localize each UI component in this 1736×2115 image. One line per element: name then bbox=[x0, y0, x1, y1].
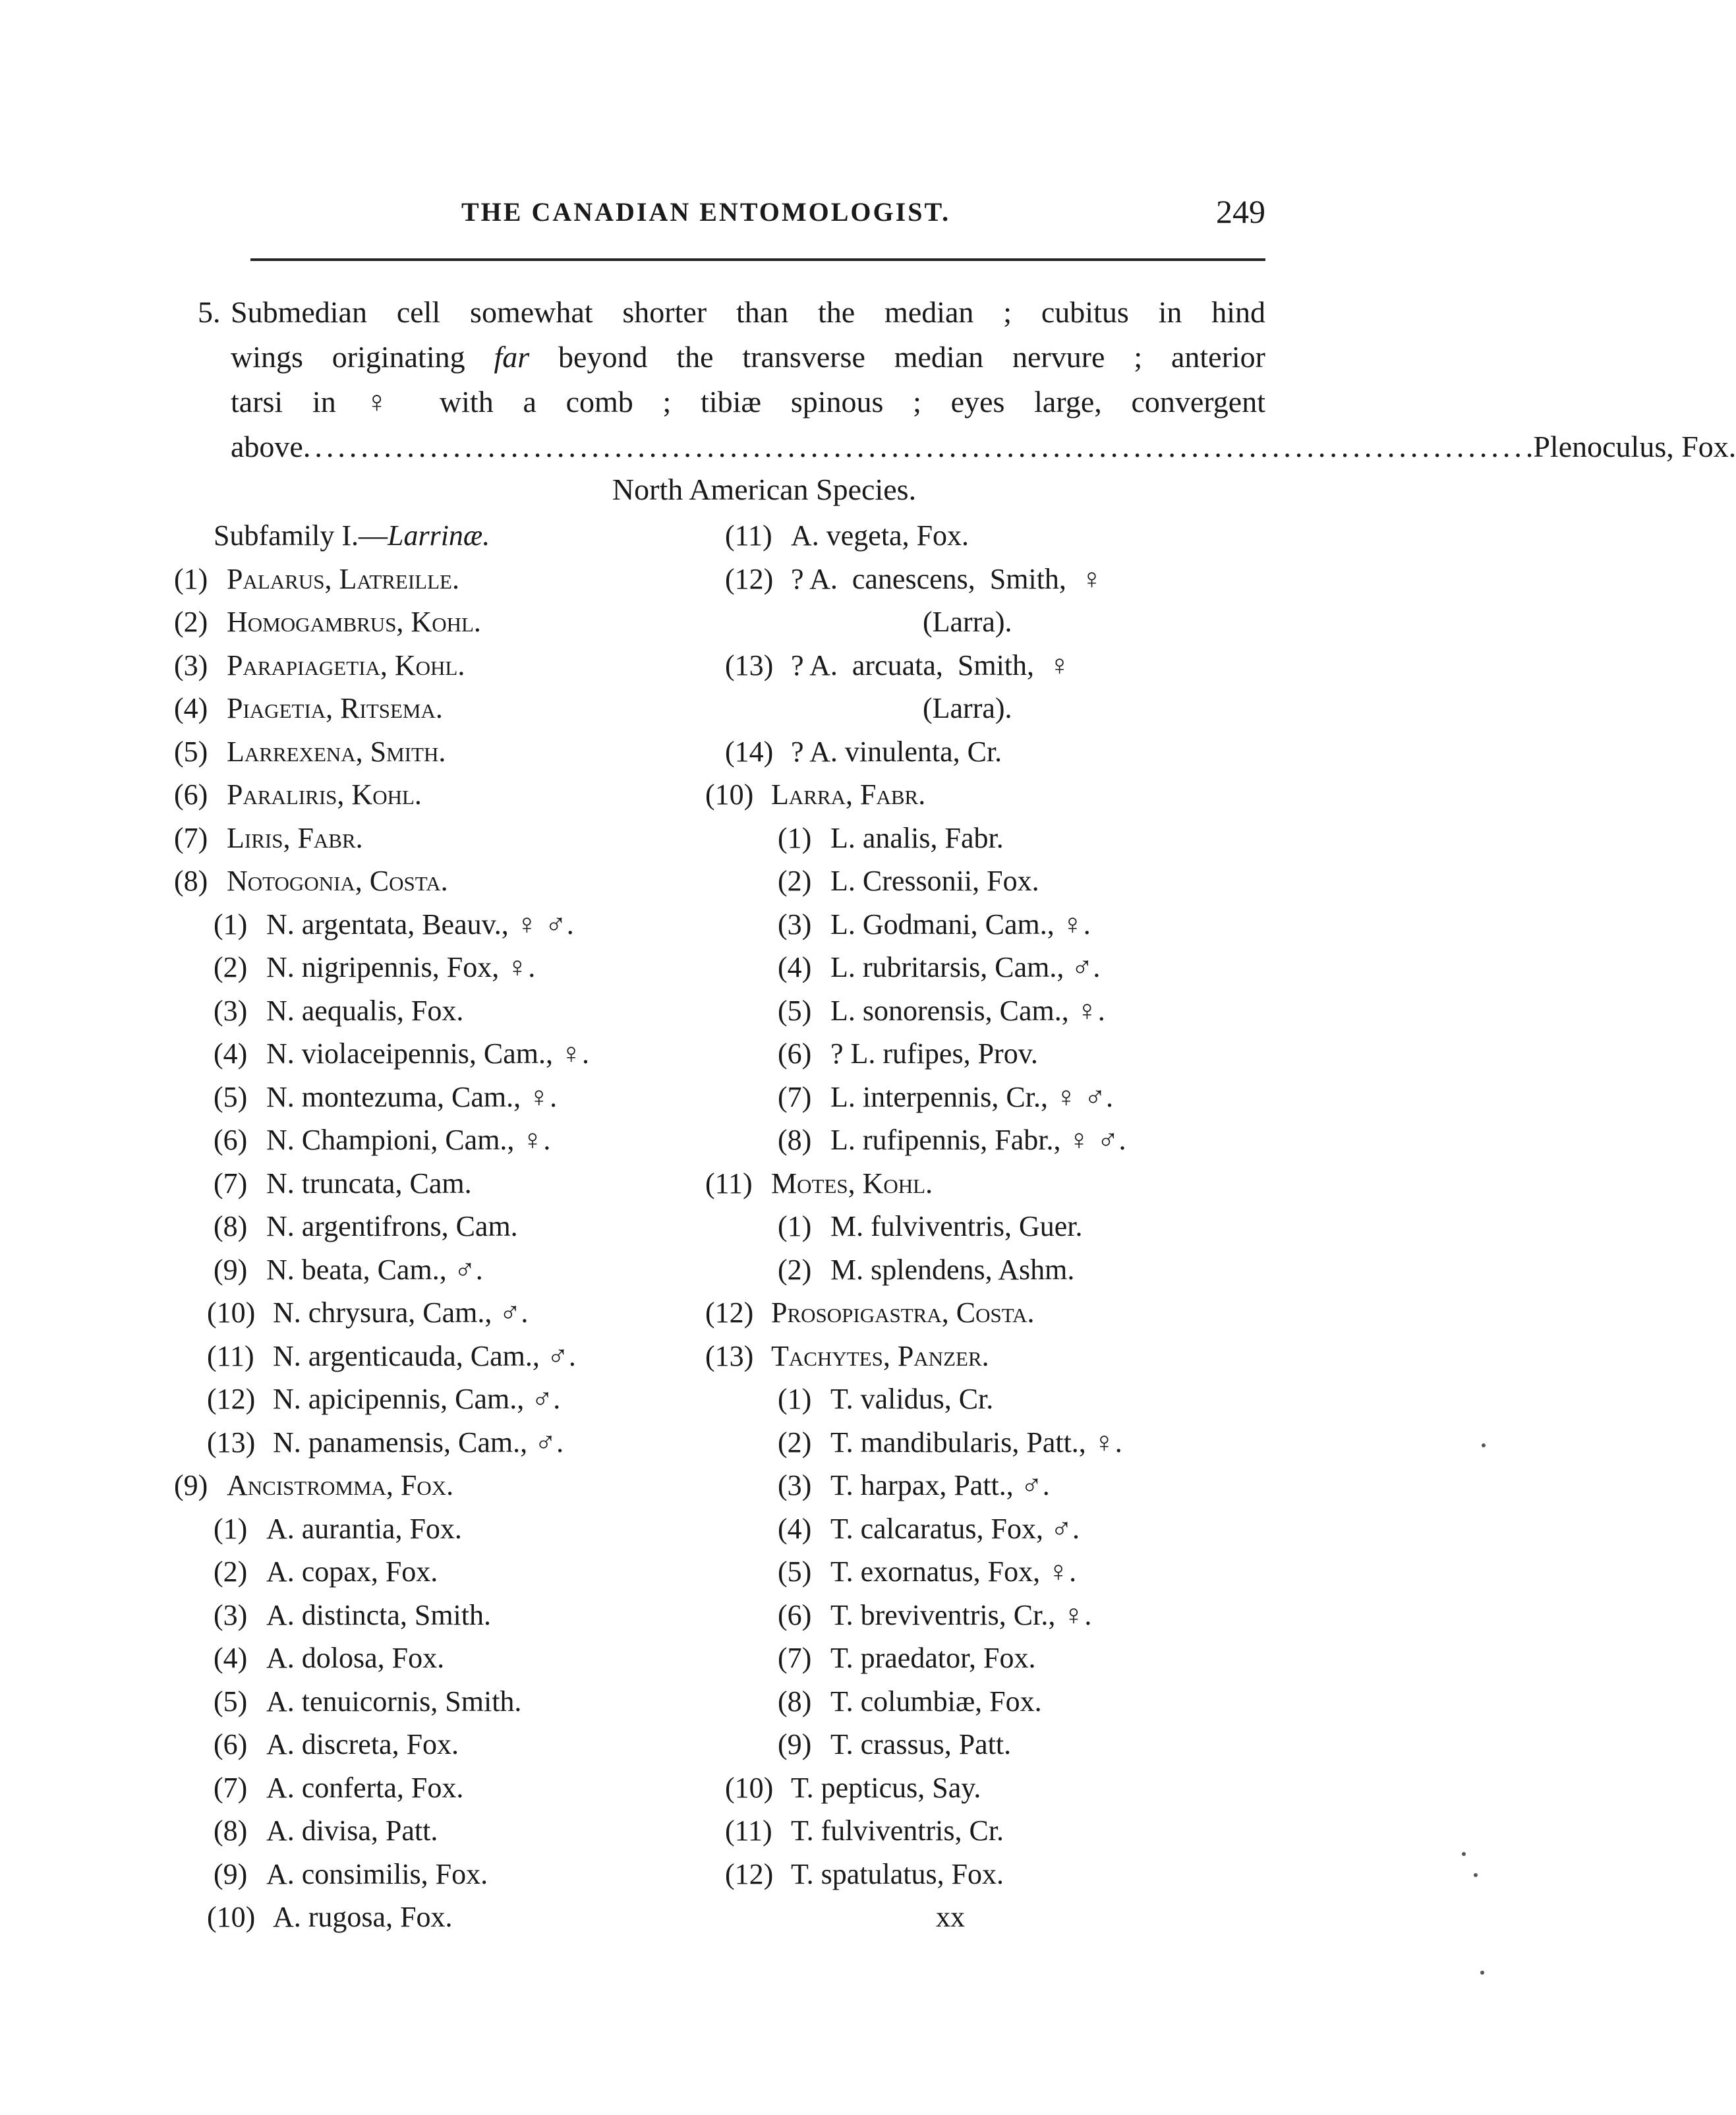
item-number: (9) bbox=[214, 1857, 248, 1890]
page-header bbox=[250, 193, 1265, 236]
list-item bbox=[705, 773, 1298, 817]
genus-name: Larra, Fabr. bbox=[771, 778, 926, 811]
genus-name: Piagetia, Ritsema. bbox=[227, 692, 443, 724]
species-name: T. exornatus, Fox, ♀. bbox=[830, 1555, 1077, 1588]
list-item bbox=[705, 817, 1298, 860]
item-number: (3) bbox=[214, 1598, 248, 1631]
running-head: THE CANADIAN ENTOMOLOGIST. bbox=[461, 197, 951, 227]
species-name: A. tenuicornis, Smith. bbox=[266, 1685, 522, 1718]
species-name: A. consimilis, Fox. bbox=[266, 1857, 488, 1890]
genus-name: Prosopigastra, Costa. bbox=[771, 1296, 1035, 1329]
item-number: (8) bbox=[778, 1685, 812, 1718]
item-number: (14) bbox=[725, 735, 774, 768]
item-number: (9) bbox=[174, 1469, 208, 1501]
item-number: (9) bbox=[214, 1253, 248, 1286]
list-item bbox=[705, 1291, 1298, 1335]
item-number: (2) bbox=[214, 1555, 248, 1588]
genus-name: Homogambrus, Kohl. bbox=[227, 606, 481, 638]
list-item bbox=[705, 1205, 1298, 1248]
species-name: A. vegeta, Fox. bbox=[791, 519, 969, 552]
list-item bbox=[705, 946, 1298, 989]
key-text: Submedian cell somewhat shorter than the median ; cubitus in hind bbox=[231, 295, 1265, 329]
species-name: A. dolosa, Fox. bbox=[266, 1642, 445, 1674]
item-number: (12) bbox=[705, 1296, 754, 1329]
item-number: (11) bbox=[207, 1339, 254, 1372]
species-name: L. sonorensis, Cam., ♀. bbox=[830, 994, 1105, 1027]
item-number: (8) bbox=[174, 865, 208, 897]
list-item bbox=[705, 1896, 1298, 1939]
item-number: (8) bbox=[778, 1124, 812, 1156]
item-number: (1) bbox=[214, 908, 248, 941]
list-item bbox=[174, 1291, 714, 1335]
list-item bbox=[705, 1594, 1298, 1637]
list-item bbox=[174, 773, 714, 817]
list-item bbox=[705, 1637, 1298, 1680]
item-number: (8) bbox=[214, 1814, 248, 1847]
list-item bbox=[705, 558, 1298, 601]
genus-name: Motes, Kohl. bbox=[771, 1167, 933, 1200]
item-number: (10) bbox=[705, 778, 754, 811]
item-number: (5) bbox=[214, 1080, 248, 1113]
species-name: A. distincta, Smith. bbox=[266, 1598, 491, 1631]
item-number: (7) bbox=[778, 1080, 812, 1113]
item-number: (1) bbox=[778, 1383, 812, 1415]
species-name: N. truncata, Cam. bbox=[266, 1167, 472, 1200]
list-item bbox=[174, 687, 714, 730]
list-item bbox=[174, 859, 714, 903]
page-number: 249 bbox=[1216, 193, 1265, 230]
key-line bbox=[198, 335, 1265, 380]
genus-name: Ancistromma, Fox. bbox=[227, 1469, 454, 1501]
list-item bbox=[174, 514, 714, 558]
species-name: M. fulviventris, Guer. bbox=[830, 1210, 1083, 1242]
species-name: N. panamensis, Cam., ♂. bbox=[273, 1426, 564, 1459]
list-item bbox=[705, 1118, 1298, 1162]
list-item bbox=[174, 1032, 714, 1076]
list-item bbox=[174, 1766, 714, 1810]
list-item bbox=[705, 1377, 1298, 1421]
list-item bbox=[174, 1162, 714, 1205]
item-number: (10) bbox=[207, 1901, 256, 1933]
item-number: (3) bbox=[778, 1469, 812, 1501]
species-name: N. chrysura, Cam., ♂. bbox=[273, 1296, 529, 1329]
subfamily-label: Subfamily I.— bbox=[214, 519, 388, 552]
list-item bbox=[174, 1809, 714, 1853]
item-number: (4) bbox=[214, 1642, 248, 1674]
species-name: T. breviventris, Cr., ♀. bbox=[830, 1598, 1092, 1631]
species-name: N. montezuma, Cam., ♀. bbox=[266, 1080, 558, 1113]
species-name: N. argenticauda, Cam., ♂. bbox=[273, 1339, 576, 1372]
key-text bbox=[231, 335, 1265, 380]
list-item bbox=[705, 1507, 1298, 1551]
species-name: ? A. arcuata, Smith, ♀ bbox=[791, 649, 1071, 681]
species-name: L. interpennis, Cr., ♀ ♂. bbox=[830, 1080, 1113, 1113]
list-item bbox=[705, 1032, 1298, 1076]
item-number: (3) bbox=[778, 908, 812, 941]
species-name: T. mandibularis, Patt., ♀. bbox=[830, 1426, 1122, 1459]
item-number: (1) bbox=[778, 821, 812, 854]
item-number: (4) bbox=[778, 1512, 812, 1545]
list-item bbox=[174, 730, 714, 774]
item-number: (4) bbox=[778, 951, 812, 983]
list-item bbox=[705, 1421, 1298, 1464]
item-number: (6) bbox=[174, 778, 208, 811]
species-name: L. rufipennis, Fabr., ♀ ♂. bbox=[830, 1124, 1126, 1156]
list-item bbox=[174, 1594, 714, 1637]
header-rule bbox=[250, 258, 1265, 261]
species-name: ? L. rufipes, Prov. bbox=[830, 1037, 1038, 1070]
species-name: L. rubritarsis, Cam., ♂. bbox=[830, 951, 1101, 983]
item-number: (13) bbox=[725, 649, 774, 681]
key-line bbox=[198, 380, 1265, 424]
genus-name: Parapiagetia, Kohl. bbox=[227, 649, 465, 681]
item-number: (3) bbox=[174, 649, 208, 681]
list-item bbox=[705, 1809, 1298, 1853]
list-item bbox=[705, 1853, 1298, 1896]
genus-name: Liris, Fabr. bbox=[227, 821, 363, 854]
list-item bbox=[174, 1377, 714, 1421]
key-text-part: beyond the transverse median nervure ; anterior bbox=[529, 340, 1266, 374]
genus-name: Paraliris, Kohl. bbox=[227, 778, 422, 811]
item-number: (2) bbox=[778, 1426, 812, 1459]
key-last-line bbox=[231, 424, 1736, 469]
scan-speck bbox=[1462, 1852, 1466, 1856]
list-item bbox=[174, 1335, 714, 1378]
list-item bbox=[705, 687, 1298, 730]
key-entry bbox=[198, 290, 1736, 469]
list-item bbox=[705, 644, 1298, 687]
list-item bbox=[174, 1421, 714, 1464]
species-name bbox=[214, 514, 490, 558]
item-number: (5) bbox=[214, 1685, 248, 1718]
species-name: A. aurantia, Fox. bbox=[266, 1512, 462, 1545]
key-lead: above bbox=[231, 430, 303, 463]
item-number: (7) bbox=[214, 1167, 248, 1200]
list-item bbox=[174, 1853, 714, 1896]
list-item bbox=[705, 1550, 1298, 1594]
species-name: T. harpax, Patt., ♂. bbox=[830, 1469, 1050, 1501]
list-item bbox=[174, 1896, 714, 1939]
item-number: (7) bbox=[174, 821, 208, 854]
list-item bbox=[705, 1680, 1298, 1724]
species-name: M. splendens, Ashm. bbox=[830, 1253, 1075, 1286]
item-number: (11) bbox=[705, 1167, 753, 1200]
species-name: A. rugosa, Fox. bbox=[273, 1901, 453, 1933]
list-item bbox=[705, 859, 1298, 903]
left-column bbox=[174, 514, 714, 1939]
scan-speck bbox=[1474, 1873, 1478, 1877]
species-name: T. crassus, Patt. bbox=[830, 1728, 1012, 1760]
item-number: (10) bbox=[725, 1771, 774, 1804]
item-number: (2) bbox=[778, 1253, 812, 1286]
species-name: N. Championi, Cam., ♀. bbox=[266, 1124, 551, 1156]
genus-name: Palarus, Latreille. bbox=[227, 562, 459, 595]
list-item bbox=[174, 644, 714, 687]
item-number: (2) bbox=[174, 606, 208, 638]
item-number: (4) bbox=[174, 692, 208, 724]
list-item bbox=[174, 1680, 714, 1724]
species-name: L. Godmani, Cam., ♀. bbox=[830, 908, 1091, 941]
species-name: L. analis, Fabr. bbox=[830, 821, 1004, 854]
dot-leader: .......................................................................................................... bbox=[303, 430, 1526, 463]
section-heading: North American Species. bbox=[612, 473, 917, 506]
list-item bbox=[705, 1076, 1298, 1119]
list-item bbox=[174, 1723, 714, 1766]
species-name: ? A. canescens, Smith, ♀ bbox=[791, 562, 1103, 595]
key-genus: .Plenoculus, Fox. bbox=[1525, 430, 1736, 463]
item-number: (7) bbox=[778, 1642, 812, 1674]
list-item bbox=[705, 730, 1298, 774]
key-number: 5. bbox=[198, 295, 221, 329]
genus-name: Tachytes, Panzer. bbox=[771, 1339, 989, 1372]
item-number: (7) bbox=[214, 1771, 248, 1804]
list-item bbox=[705, 1723, 1298, 1766]
list-item bbox=[174, 946, 714, 989]
species-name: (Larra). bbox=[923, 606, 1012, 638]
species-name: (Larra). bbox=[923, 692, 1012, 724]
item-number: (9) bbox=[778, 1728, 812, 1760]
species-name: T. pepticus, Say. bbox=[791, 1771, 981, 1804]
species-name: ? A. vinulenta, Cr. bbox=[791, 735, 1002, 768]
species-name: xx bbox=[936, 1901, 965, 1933]
item-number: (12) bbox=[725, 1857, 774, 1890]
scan-speck bbox=[1480, 1971, 1484, 1975]
list-item bbox=[174, 903, 714, 946]
item-number: (4) bbox=[214, 1037, 248, 1070]
species-name: T. spatulatus, Fox. bbox=[791, 1857, 1004, 1890]
scan-speck bbox=[1482, 1443, 1486, 1447]
list-item bbox=[705, 903, 1298, 946]
species-name: T. praedator, Fox. bbox=[830, 1642, 1036, 1674]
list-item bbox=[174, 1118, 714, 1162]
list-item bbox=[174, 1076, 714, 1119]
list-item bbox=[174, 1248, 714, 1292]
species-name: T. calcaratus, Fox, ♂. bbox=[830, 1512, 1080, 1545]
right-column bbox=[705, 514, 1298, 1939]
list-item bbox=[174, 600, 714, 644]
list-item bbox=[705, 1766, 1298, 1810]
list-item bbox=[705, 1248, 1298, 1292]
item-number: (10) bbox=[207, 1296, 256, 1329]
list-item bbox=[705, 1335, 1298, 1378]
key-line bbox=[198, 290, 1265, 335]
species-name: T. fulviventris, Cr. bbox=[791, 1814, 1004, 1847]
item-number: (12) bbox=[207, 1383, 256, 1415]
item-number: (13) bbox=[705, 1339, 754, 1372]
item-number: (12) bbox=[725, 562, 774, 595]
item-number: (6) bbox=[778, 1037, 812, 1070]
genus-name: Larrexena, Smith. bbox=[227, 735, 446, 768]
species-name: N. aequalis, Fox. bbox=[266, 994, 464, 1027]
species-name: A. divisa, Patt. bbox=[266, 1814, 438, 1847]
item-number: (6) bbox=[214, 1728, 248, 1760]
item-number: (13) bbox=[207, 1426, 256, 1459]
item-number: (1) bbox=[778, 1210, 812, 1242]
species-name: T. columbiæ, Fox. bbox=[830, 1685, 1042, 1718]
item-number: (5) bbox=[174, 735, 208, 768]
key-text-italic: far bbox=[494, 340, 530, 374]
item-number: (2) bbox=[214, 951, 248, 983]
species-name: A. conferta, Fox. bbox=[266, 1771, 464, 1804]
item-number: (1) bbox=[174, 562, 208, 595]
species-name: N. violaceipennis, Cam., ♀. bbox=[266, 1037, 590, 1070]
item-number: (3) bbox=[214, 994, 248, 1027]
species-name: A. copax, Fox. bbox=[266, 1555, 438, 1588]
item-number: (2) bbox=[778, 865, 812, 897]
key-text: tarsi in ♀ with a comb ; tibiæ spinous ; eyes large, convergent bbox=[231, 385, 1265, 419]
key-line bbox=[198, 424, 1736, 469]
item-number: (1) bbox=[214, 1512, 248, 1545]
list-item bbox=[174, 1464, 714, 1507]
species-name: N. nigripennis, Fox, ♀. bbox=[266, 951, 536, 983]
list-item bbox=[705, 1162, 1298, 1205]
list-item bbox=[705, 600, 1298, 644]
species-name: N. argentifrons, Cam. bbox=[266, 1210, 518, 1242]
key-text-part: wings originating bbox=[231, 340, 494, 374]
list-item bbox=[174, 1637, 714, 1680]
species-name: N. argentata, Beauv., ♀ ♂. bbox=[266, 908, 574, 941]
species-name: A. discreta, Fox. bbox=[266, 1728, 459, 1760]
list-item bbox=[174, 558, 714, 601]
item-number: (11) bbox=[725, 1814, 772, 1847]
item-number: (5) bbox=[778, 1555, 812, 1588]
item-number: (8) bbox=[214, 1210, 248, 1242]
item-number: (11) bbox=[725, 519, 772, 552]
item-number: (6) bbox=[214, 1124, 248, 1156]
species-name: L. Cressonii, Fox. bbox=[830, 865, 1039, 897]
item-number: (5) bbox=[778, 994, 812, 1027]
item-number: (6) bbox=[778, 1598, 812, 1631]
list-item bbox=[705, 514, 1298, 558]
list-item bbox=[174, 817, 714, 860]
species-name: N. beata, Cam., ♂. bbox=[266, 1253, 483, 1286]
genus-name: Notogonia, Costa. bbox=[227, 865, 448, 897]
subfamily-name: Larrinæ. bbox=[387, 519, 490, 552]
list-item bbox=[174, 1550, 714, 1594]
list-item bbox=[705, 989, 1298, 1033]
list-item bbox=[174, 1507, 714, 1551]
list-item bbox=[174, 1205, 714, 1248]
list-item bbox=[174, 989, 714, 1033]
species-name: N. apicipennis, Cam., ♂. bbox=[273, 1383, 561, 1415]
species-name: T. validus, Cr. bbox=[830, 1383, 994, 1415]
list-item bbox=[705, 1464, 1298, 1507]
